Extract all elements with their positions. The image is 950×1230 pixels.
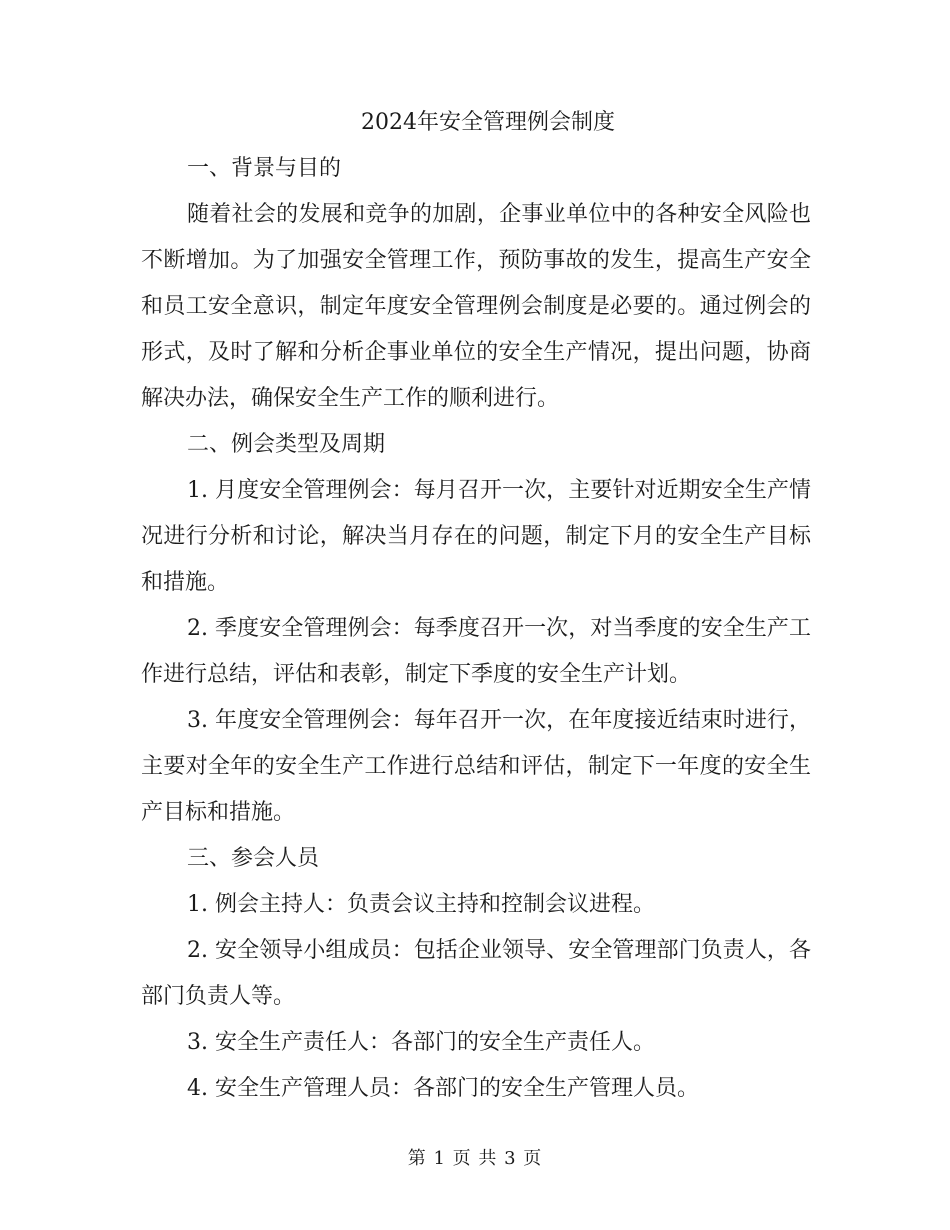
list-item-safety-managers: 4. 安全生产管理人员：各部门的安全生产管理人员。 [187,1076,699,1101]
document-title: 2024年安全管理例会制度 [361,110,615,135]
section-heading-meeting-types: 二、例会类型及周期 [187,432,386,457]
list-item-safety-leadership: 2. 安全领导小组成员：包括企业领导、安全管理部门负责人，各部门负责人等。 [141,938,811,1009]
section-heading-background: 一、背景与目的 [187,156,342,181]
list-item-safety-responsible: 3. 安全生产责任人：各部门的安全生产责任人。 [187,1030,655,1055]
section-heading-attendees: 三、参会人员 [187,846,320,871]
page-footer: 第 1 页 共 3 页 [407,1148,543,1169]
list-item-quarterly-meeting: 2. 季度安全管理例会：每季度召开一次，对当季度的安全生产工作进行总结，评估和表彰，制定下季度的安全生产计划。 [141,616,811,687]
list-item-monthly-meeting: 1. 月度安全管理例会：每月召开一次，主要针对近期安全生产情况进行分析和讨论，解决当月存在的问题，制定下月的安全生产目标和措施。 [141,478,811,595]
document-body [141,100,811,1112]
list-item-annual-meeting: 3. 年度安全管理例会：每年召开一次，在年度接近结束时进行，主要对全年的安全生产工作进行总结和评估，制定下一年度的安全生产目标和措施。 [141,708,811,825]
list-item-host: 1. 例会主持人：负责会议主持和控制会议进程。 [187,892,655,917]
paragraph-background: 随着社会的发展和竞争的加剧，企事业单位中的各种安全风险也不断增加。为了加强安全管理工作，预防事故的发生，提高生产安全和员工安全意识，制定年度安全管理例会制度是必要的。通过例会的形式，及时了解和分析企事业单位的安全生产情况，提出问题，协商解决办法，确保安全生产工作的顺利进行。 [141,202,811,411]
